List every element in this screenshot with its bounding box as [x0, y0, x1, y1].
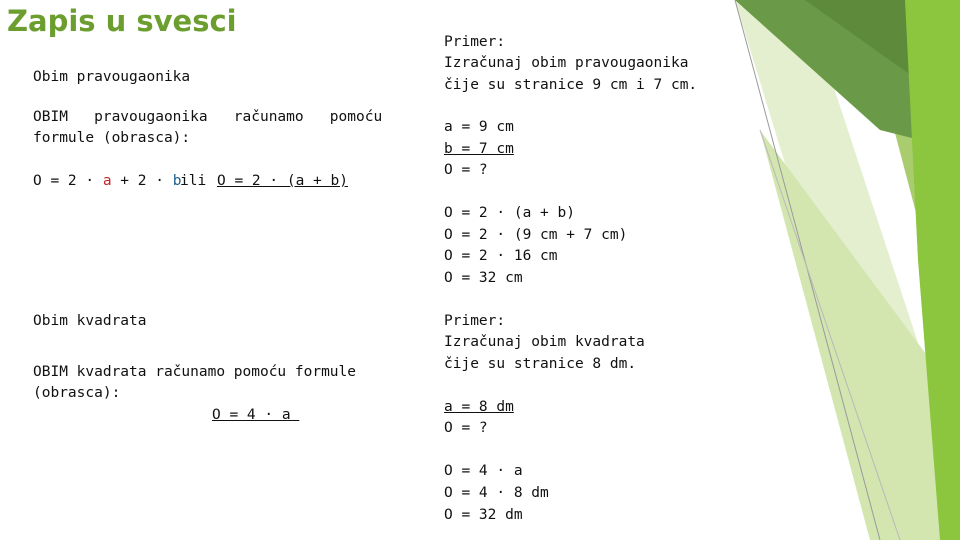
- rect-heading: Obim pravougaonika: [33, 69, 191, 85]
- rect-formula-1: [33, 171, 181, 193]
- formula-part: + 2 ·: [111, 173, 173, 189]
- example1-given-a: a = 9 cm: [444, 119, 514, 135]
- square-definition-line2: (obrasca):: [33, 385, 121, 401]
- example2-task-line1: Izračunaj obim kvadrata: [444, 334, 645, 350]
- example2-solution-step: O = 4 · 8 dm: [444, 485, 549, 501]
- rect-definition-line2: formule (obrasca):: [33, 130, 191, 146]
- example2-given-a: a = 8 dm: [444, 399, 514, 415]
- example1-unknown: O = ?: [444, 162, 488, 178]
- or-word: ili: [180, 173, 207, 189]
- example1-label: Primer:: [444, 34, 506, 50]
- variable-b: b: [172, 173, 182, 189]
- rect-definition-line1: OBIM pravougaonika računamo pomoću: [33, 109, 383, 125]
- example1-given-b: b = 7 cm: [444, 141, 514, 157]
- example1-solution-step: O = 2 · (a + b): [444, 205, 575, 221]
- variable-a: a: [102, 173, 112, 189]
- square-definition-line1: OBIM kvadrata računamo pomoću formule: [33, 364, 357, 380]
- square-formula: O = 4 · a: [212, 407, 300, 423]
- example2-task-line2: čije su stranice 8 dm.: [444, 356, 637, 372]
- example1-solution-result: O = 32 cm: [444, 270, 523, 286]
- example1-task-line2: čije su stranice 9 cm i 7 cm.: [444, 77, 698, 93]
- rect-formula-2: O = 2 · (a + b): [217, 173, 348, 189]
- example2-solution-step: O = 4 · a: [444, 463, 523, 479]
- example2-unknown: O = ?: [444, 420, 488, 436]
- formula-part: O = 2 ·: [33, 173, 103, 189]
- square-heading: Obim kvadrata: [33, 313, 147, 329]
- example1-solution-step: O = 2 · 16 cm: [444, 248, 558, 264]
- example1-task-line1: Izračunaj obim pravougaonika: [444, 55, 689, 71]
- slide-title: Zapis u svesci: [7, 4, 237, 38]
- example2-label: Primer:: [444, 313, 506, 329]
- example1-solution-step: O = 2 · (9 cm + 7 cm): [444, 227, 628, 243]
- example2-solution-result: O = 32 dm: [444, 507, 523, 523]
